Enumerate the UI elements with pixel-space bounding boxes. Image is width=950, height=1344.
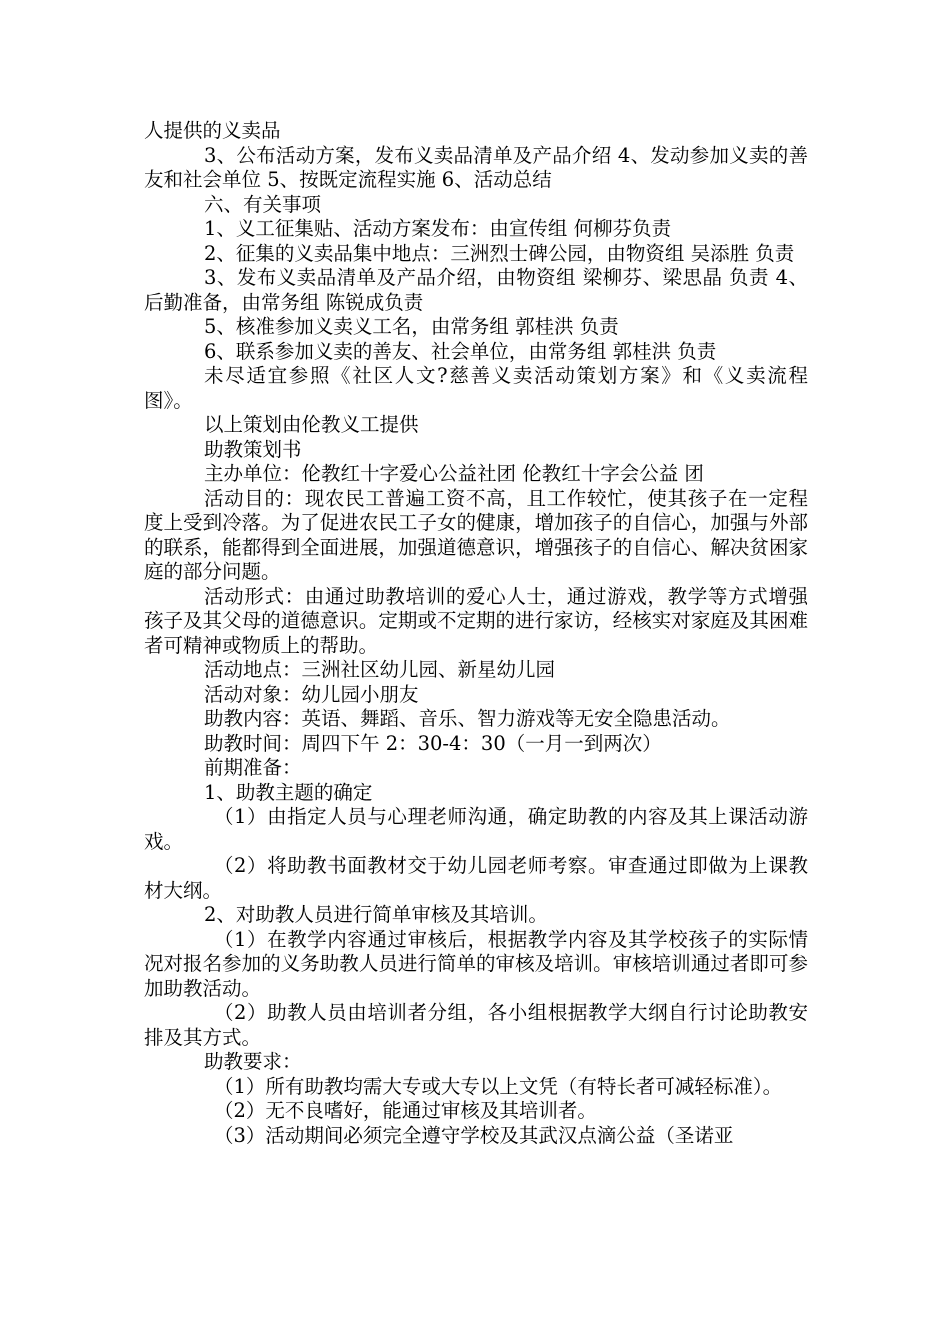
paragraph-14: 活动地点：三洲社区幼儿园、新星幼儿园	[204, 658, 556, 681]
paragraph-20: （1）由指定人员与心理老师沟通，确定助教的内容及其上课活动游戏。	[144, 805, 808, 853]
paragraph-4: 2、征集的义卖品集中地点：三洲烈士碑公园，由物资组 吴添胜 负责	[204, 241, 795, 265]
document-page	[144, 119, 808, 1148]
paragraph-11: 主办单位：伦教红十字爱心公益社团 伦教红十字会公益 团	[204, 462, 704, 485]
paragraph-23: （1）在教学内容通过审核后，根据教学内容及其学校孩子的实际情况对报名参加的义务助教人员进行简单的审核及培训。审核培训通过者即可参加助教活动。	[144, 927, 808, 1000]
paragraph-7: 6、联系参加义卖的善友、社会单位，由常务组 郭桂洪 负责	[204, 339, 717, 363]
paragraph-0: 人提供的义卖品	[144, 119, 281, 142]
paragraph-26: （1）所有助教均需大专或大专以上文凭（有特长者可减轻标准）。	[214, 1074, 783, 1098]
paragraph-18: 前期准备：	[204, 756, 302, 779]
paragraph-28: （3）活动期间必须完全遵守学校及其武汉点滴公益（圣诺亚	[214, 1123, 734, 1147]
paragraph-16: 助教内容：英语、舞蹈、音乐、智力游戏等无安全隐患活动。	[204, 707, 731, 730]
paragraph-21: （2）将助教书面教材交于幼儿园老师考察。审查通过即做为上课教材大纲。	[144, 854, 808, 902]
paragraph-6: 5、核准参加义卖义工名，由常务组 郭桂洪 负责	[204, 315, 619, 338]
paragraph-5: 3、发布义卖品清单及产品介绍，由物资组 梁柳芬、梁思晶 负责 4、后勤准备，由常务组 陈锐成负责	[144, 266, 808, 314]
paragraph-22: 2、对助教人员进行简单审核及其培训。	[204, 903, 548, 926]
paragraph-15: 活动对象：幼儿园小朋友	[204, 682, 419, 706]
paragraph-12: 活动目的：现农民工普遍工资不高，且工作较忙，使其孩子在一定程度上受到冷落。为了促进农民工子女的健康，增加孩子的自信心，加强与外部的联系，能都得到全面进展，加强道德意识，增强孩子的自信心、解决贫困家庭的部分问题。	[144, 486, 808, 583]
section-heading-six: 六、有关事项	[204, 192, 322, 216]
paragraph-1: 3、公布活动方案，发布义卖品清单及产品介绍 4、发动参加义卖的善友和社会单位 5、按既定流程实施 6、活动总结	[144, 143, 808, 191]
paragraph-19: 1、助教主题的确定	[204, 780, 373, 804]
paragraph-3: 1、义工征集贴、活动方案发布：由宣传组 何柳芬负责	[204, 217, 672, 240]
plan-title: 助教策划书	[204, 437, 302, 461]
paragraph-9: 以上策划由伦教义工提供	[204, 413, 419, 436]
paragraph-27: （2）无不良嗜好，能通过审核及其培训者。	[214, 1099, 597, 1122]
paragraph-17: 助教时间：周四下午 2：30-4：30（一月一到两次）	[204, 731, 662, 755]
paragraph-25: 助教要求：	[204, 1050, 302, 1073]
paragraph-24: （2）助教人员由培训者分组，各小组根据教学大纲自行讨论助教安排及其方式。	[144, 1001, 808, 1049]
paragraph-8: 未尽适宜参照《社区人文?慈善义卖活动策划方案》和《义卖流程图》。	[144, 364, 808, 412]
paragraph-13: 活动形式：由通过助教培训的爱心人士，通过游戏，教学等方式增强孩子及其父母的道德意识。定期或不定期的进行家访，经核实对家庭及其困难者可精神或物质上的帮助。	[144, 584, 808, 657]
